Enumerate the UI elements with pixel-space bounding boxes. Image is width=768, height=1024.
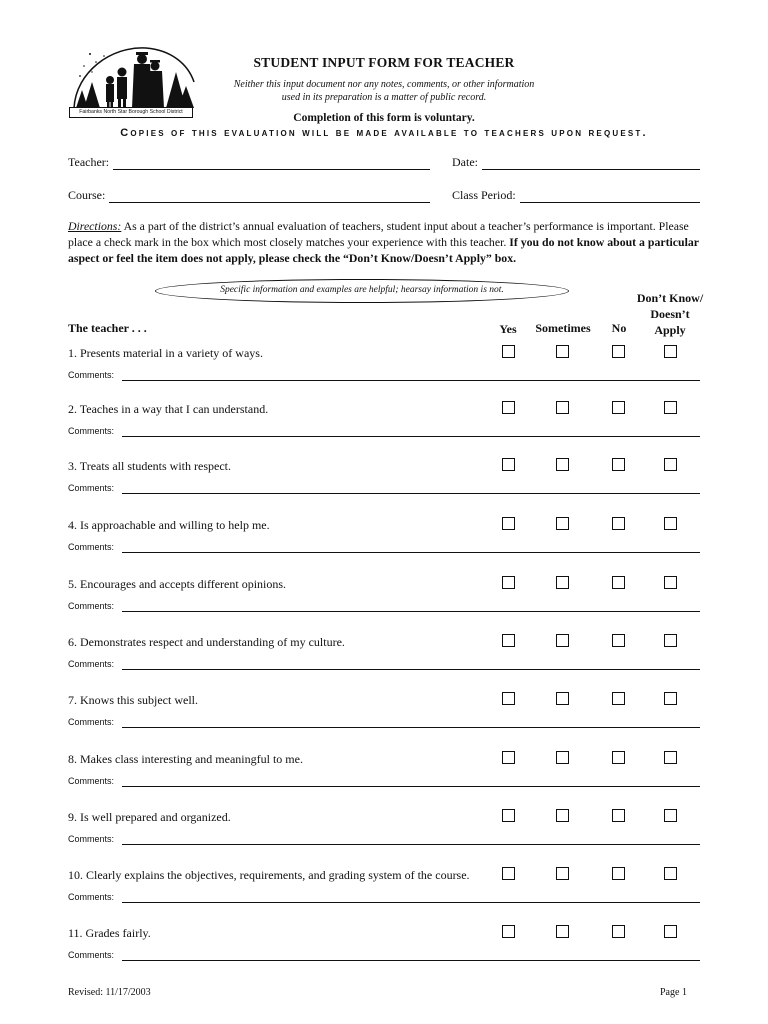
checkbox-sometimes[interactable]	[556, 345, 569, 358]
checkbox-dont-know[interactable]	[664, 634, 677, 647]
comments-input-line[interactable]	[122, 786, 700, 787]
checkbox-dont-know[interactable]	[664, 458, 677, 471]
comments-label: Comments:	[68, 426, 115, 436]
item-statement: 5. Encourages and accepts different opinions.	[68, 577, 287, 591]
checkbox-no[interactable]	[612, 634, 625, 647]
checkbox-sometimes[interactable]	[556, 925, 569, 938]
checkbox-yes[interactable]	[502, 517, 515, 530]
comments-input-line[interactable]	[122, 493, 700, 494]
checkbox-no[interactable]	[612, 809, 625, 822]
checkbox-dont-know[interactable]	[664, 867, 677, 880]
teacher-input-line[interactable]	[113, 157, 430, 170]
comments-label: Comments:	[68, 717, 115, 727]
checkbox-sometimes[interactable]	[556, 634, 569, 647]
directions-label: Directions:	[68, 219, 122, 233]
checkbox-yes[interactable]	[502, 751, 515, 764]
checkbox-sometimes[interactable]	[556, 809, 569, 822]
checkbox-no[interactable]	[612, 692, 625, 705]
directions-bold-text: If you do not know about a particular aspect or feel the item does not apply, please check the “Don’t Know/Doesn’t Apply” box.	[68, 235, 699, 265]
checkbox-sometimes[interactable]	[556, 576, 569, 589]
comments-input-line[interactable]	[122, 902, 700, 903]
class-period-input-line[interactable]	[520, 190, 700, 203]
page-number: Page 1	[660, 987, 687, 998]
item-statement: 11. Grades fairly.	[68, 926, 151, 940]
comments-label: Comments:	[68, 601, 115, 611]
date-field[interactable]	[452, 155, 700, 170]
comments-input-line[interactable]	[122, 669, 700, 670]
column-dont-know	[630, 290, 710, 338]
checkbox-yes[interactable]	[502, 634, 515, 647]
comments-label: Comments:	[68, 659, 115, 669]
checkbox-yes[interactable]	[502, 809, 515, 822]
item-statement: 3. Treats all students with respect.	[68, 459, 231, 473]
checkbox-yes[interactable]	[502, 458, 515, 471]
checkbox-dont-know[interactable]	[664, 925, 677, 938]
checkbox-sometimes[interactable]	[556, 517, 569, 530]
comments-input-line[interactable]	[122, 960, 700, 961]
column-dont-know-line-2: Doesn’t	[650, 307, 690, 321]
checkbox-dont-know[interactable]	[664, 401, 677, 414]
column-yes: Yes	[499, 322, 517, 336]
checkbox-no[interactable]	[612, 345, 625, 358]
checkbox-no[interactable]	[612, 401, 625, 414]
comments-label: Comments:	[68, 892, 115, 902]
item-statement: 10. Clearly explains the objectives, requirements, and grading system of the course.	[68, 868, 470, 882]
voluntary-statement: Completion of this form is voluntary.	[293, 112, 475, 124]
checkbox-sometimes[interactable]	[556, 751, 569, 764]
logo-caption: Fairbanks North Star Borough School District	[69, 107, 193, 118]
comments-input-line[interactable]	[122, 436, 700, 437]
checkbox-no[interactable]	[612, 576, 625, 589]
course-input-line[interactable]	[109, 190, 430, 203]
checkbox-yes[interactable]	[502, 401, 515, 414]
comments-input-line[interactable]	[122, 552, 700, 553]
item-statement: 2. Teaches in a way that I can understand.	[68, 402, 269, 416]
item-statement: 7. Knows this subject well.	[68, 693, 198, 707]
hint-ellipse: Specific information and examples are helpful; hearsay information is not.	[155, 279, 569, 303]
checkbox-no[interactable]	[612, 458, 625, 471]
date-input-line[interactable]	[482, 157, 700, 170]
public-record-notice	[0, 78, 768, 104]
directions-paragraph	[68, 218, 704, 266]
checkbox-no[interactable]	[612, 867, 625, 880]
notice-line-1: Neither this input document nor any notes, comments, or other information	[233, 79, 535, 90]
checkbox-yes[interactable]	[502, 692, 515, 705]
directions-text: As a part of the district’s annual evaluation of teachers, student input about a teacher’s performance is important. Please place a check mark in the box which most closely matches your experience with this teacher.	[68, 219, 689, 249]
course-field[interactable]	[68, 188, 430, 203]
checkbox-yes[interactable]	[502, 345, 515, 358]
form-title: STUDENT INPUT FORM FOR TEACHER	[253, 55, 515, 70]
class-period-label: Class Period:	[452, 188, 516, 202]
checkbox-sometimes[interactable]	[556, 867, 569, 880]
course-label: Course:	[68, 188, 106, 202]
comments-label: Comments:	[68, 776, 115, 786]
checkbox-no[interactable]	[612, 517, 625, 530]
teacher-field[interactable]	[68, 155, 430, 170]
column-sometimes: Sometimes	[535, 321, 591, 335]
item-statement: 9. Is well prepared and organized.	[68, 810, 231, 824]
notice-line-2: used in its preparation is a matter of public record.	[281, 92, 487, 103]
column-no: No	[611, 321, 627, 335]
copies-statement: Copies of this evaluation will be made available to teachers upon request.	[120, 127, 648, 139]
comments-input-line[interactable]	[122, 380, 700, 381]
date-label: Date:	[452, 155, 478, 169]
teacher-label: Teacher:	[68, 155, 110, 169]
checkbox-sometimes[interactable]	[556, 401, 569, 414]
checkbox-dont-know[interactable]	[664, 345, 677, 358]
checkbox-sometimes[interactable]	[556, 692, 569, 705]
comments-label: Comments:	[68, 542, 115, 552]
comments-label: Comments:	[68, 483, 115, 493]
class-period-field[interactable]	[452, 188, 700, 203]
checkbox-yes[interactable]	[502, 867, 515, 880]
comments-label: Comments:	[68, 834, 115, 844]
comments-input-line[interactable]	[122, 611, 700, 612]
checkbox-dont-know[interactable]	[664, 809, 677, 822]
checkbox-dont-know[interactable]	[664, 692, 677, 705]
checkbox-sometimes[interactable]	[556, 458, 569, 471]
checkbox-yes[interactable]	[502, 576, 515, 589]
item-statement: 6. Demonstrates respect and understanding of my culture.	[68, 635, 345, 649]
item-statement: 4. Is approachable and willing to help me.	[68, 518, 270, 532]
comments-label: Comments:	[68, 370, 115, 380]
checkbox-yes[interactable]	[502, 925, 515, 938]
teacher-row-header: The teacher . . .	[68, 321, 147, 335]
checkbox-no[interactable]	[612, 751, 625, 764]
item-statement: 8. Makes class interesting and meaningful to me.	[68, 752, 303, 766]
revised-date: Revised: 11/17/2003	[68, 987, 151, 998]
checkbox-dont-know[interactable]	[664, 751, 677, 764]
comments-input-line[interactable]	[122, 727, 700, 728]
checkbox-dont-know[interactable]	[664, 517, 677, 530]
comments-label: Comments:	[68, 950, 115, 960]
column-dont-know-line-1: Don’t Know/	[636, 291, 704, 305]
column-dont-know-line-3: Apply	[654, 323, 686, 337]
comments-input-line[interactable]	[122, 844, 700, 845]
checkbox-dont-know[interactable]	[664, 576, 677, 589]
item-statement: 1. Presents material in a variety of ways.	[68, 346, 263, 360]
checkbox-no[interactable]	[612, 925, 625, 938]
